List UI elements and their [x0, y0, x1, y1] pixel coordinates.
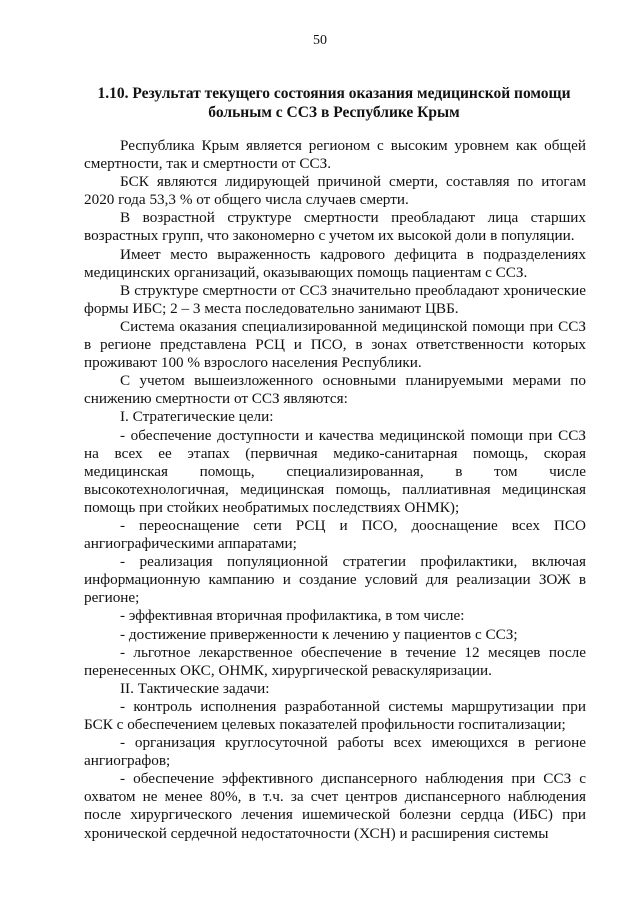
paragraph: Республика Крым является регионом с высоким уровнем как общей смертности, так и смертности от ССЗ.: [84, 137, 586, 173]
list-item: - обеспечение доступности и качества медицинской помощи при ССЗ на всех ее этапах (первичная медико-санитарная помощь, скорая медицинская помощь, специализированная, в том числе высокотехнологичная, медицинская помощь, паллиативная медицинская помощь при стойких необратимых последствиях ОНМК);: [84, 426, 586, 516]
list-item: - реализация популяционной стратегии профилактики, включая информационную кампанию и создание условий для реализации ЗОЖ в регионе;: [84, 553, 586, 607]
paragraph: Система оказания специализированной медицинской помощи при ССЗ в регионе представлена РСЦ и ПСО, в зонах ответственности которых проживают 100 % взрослого населения Республики.: [84, 317, 586, 372]
paragraph: БСК являются лидирующей причиной смерти, составляя по итогам 2020 года 53,3 % от общего числа случаев смерти.: [84, 173, 586, 209]
paragraph: В возрастной структуре смертности преобладают лица старших возрастных групп, что закономерно с учетом их высокой доли в популяции.: [84, 209, 586, 245]
body-text: [84, 137, 586, 843]
paragraph: Имеет место выраженность кадрового дефицита в подразделениях медицинских организаций, оказывающих помощь пациентам с ССЗ.: [84, 245, 586, 281]
list-item: - обеспечение эффективного диспансерного наблюдения при ССЗ с охватом не менее 80%, в т.ч. за счет центров диспансерного наблюдения после хирургического лечения ишемической болезни сердца (ИБС) при хронической сердечной недостаточности (ХСН) и расширения системы: [84, 770, 586, 842]
list-heading: I. Стратегические цели:: [120, 408, 274, 426]
list-item: - переоснащение сети РСЦ и ПСО, дооснащение всех ПСО ангиографическими аппаратами;: [84, 516, 586, 553]
section-title: Результат текущего состояния оказания медицинской помощи больным с ССЗ в Республике Крым: [132, 85, 571, 121]
list-item: - эффективная вторичная профилактика, в том числе:: [120, 607, 465, 625]
paragraph: С учетом вышеизложенного основными планируемыми мерами по снижению смертности от ССЗ являются:: [84, 372, 586, 408]
list-heading: II. Тактические задачи:: [120, 679, 270, 697]
paragraph: В структуре смертности от ССЗ значительно преобладают хронические формы ИБС; 2 – 3 места последовательно занимают ЦВБ.: [84, 281, 586, 317]
section-heading: [84, 84, 584, 122]
list-item: - контроль исполнения разработанной системы маршрутизации при БСК с обеспечением целевых показателей профильности госпитализации;: [84, 697, 586, 733]
page-number: 50: [313, 33, 327, 48]
list-item: - достижение приверженности к лечению у пациентов с ССЗ;: [120, 625, 518, 643]
list-item: - льготное лекарственное обеспечение в течение 12 месяцев после перенесенных ОКС, ОНМК, хирургической реваскуляризации.: [84, 643, 586, 679]
list-item: - организация круглосуточной работы всех имеющихся в регионе ангиографов;: [84, 734, 586, 770]
section-number: 1.10.: [97, 85, 129, 102]
